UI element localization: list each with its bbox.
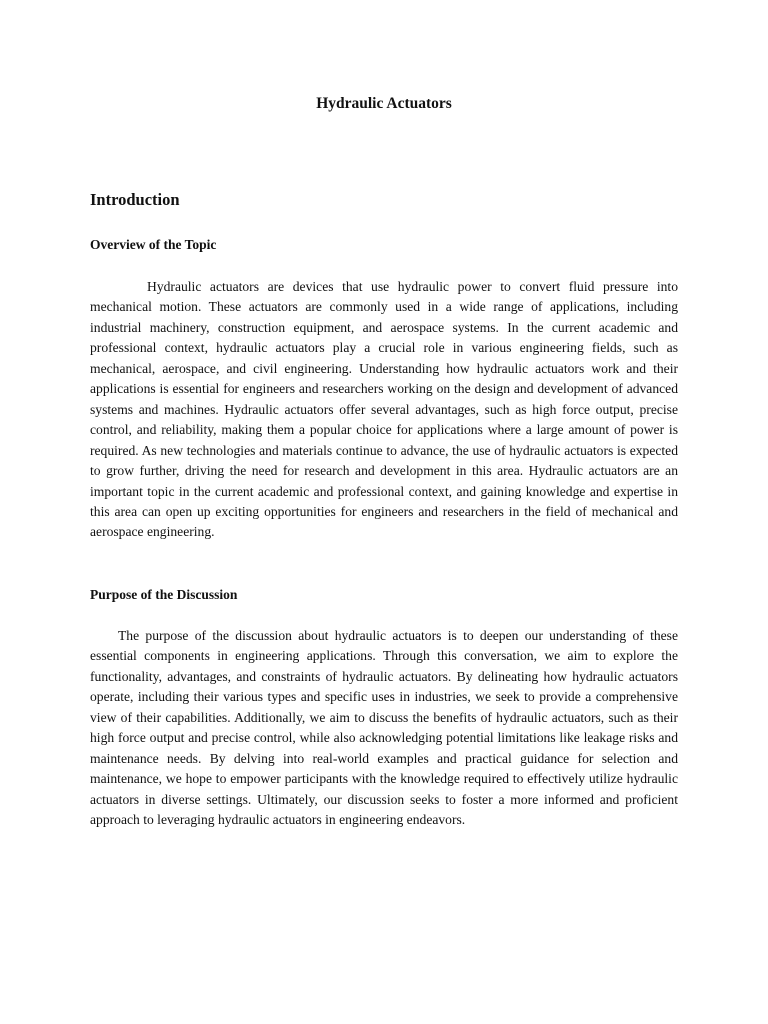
subheading-overview: Overview of the Topic (90, 237, 217, 252)
paragraph-purpose: The purpose of the discussion about hydraulic actuators is to deepen our understanding of these essential components in engineering applications. Through this conversation, we aim to explore the functionality, advantages, and constraints of hydraulic actuators. By delineating how hydraulic actuators operate, including their various types and specific uses in industries, we seek to provide a comprehensive view of their capabilities. Additionally, we aim to discuss the benefits of hydraulic actuators, such as their high force output and precise control, while also acknowledging potential limitations like leakage risks and maintenance needs. By delving into real-world examples and practical guidance for selection and maintenance, we hope to empower participants with the knowledge required to effectively utilize hydraulic actuators in diverse settings. Ultimately, our discussion seeks to foster a more informed and proficient approach to leveraging hydraulic actuators in engineering endeavors. (90, 628, 678, 828)
subheading-purpose: Purpose of the Discussion (90, 587, 238, 602)
section-heading-introduction: Introduction (90, 190, 180, 209)
document-title: Hydraulic Actuators (316, 95, 452, 112)
paragraph-overview: Hydraulic actuators are devices that use hydraulic power to convert fluid pressure into mechanical motion. These actuators are commonly used in a wide range of applications, including industrial machinery, construction equipment, and aerospace systems. In the current academic and professional context, hydraulic actuators play a crucial role in various engineering fields, such as mechanical, aerospace, and civil engineering. Understanding how hydraulic actuators work and their applications is essential for engineers and researchers working on the design and development of advanced systems and machines. Hydraulic actuators offer several advantages, such as high force output, precise control, and reliability, making them a popular choice for applications where a large amount of power is required. As new technologies and materials continue to advance, the use of hydraulic actuators is expected to grow further, driving the need for research and development in this area. Hydraulic actuators are an important topic in the current academic and professional context, and gaining knowledge and expertise in this area can open up exciting opportunities for engineers and researchers in the field of mechanical and aerospace engineering. (90, 279, 678, 540)
